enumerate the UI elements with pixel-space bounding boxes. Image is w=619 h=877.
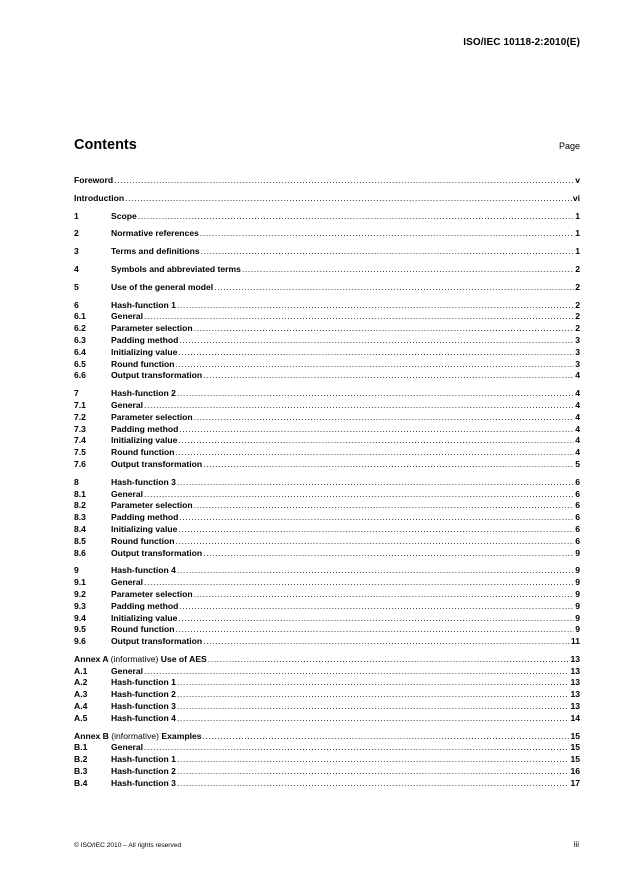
dot-leader bbox=[194, 412, 575, 422]
toc-entry-number: 8.5 bbox=[74, 535, 86, 546]
toc-entry-page: 15 bbox=[570, 742, 580, 753]
toc-entry-page: 4 bbox=[575, 411, 580, 422]
toc-entry-title: Output transformation bbox=[111, 636, 203, 647]
toc-entry-number: 7.4 bbox=[74, 435, 86, 446]
dot-leader bbox=[177, 300, 574, 310]
toc-entry-page: 1 bbox=[575, 246, 580, 257]
toc-entry[interactable] bbox=[74, 778, 580, 790]
dot-leader bbox=[194, 500, 575, 510]
toc-entry-title: General bbox=[111, 488, 144, 499]
toc-entry[interactable] bbox=[74, 447, 580, 459]
toc-entry[interactable] bbox=[74, 335, 580, 347]
dot-leader bbox=[214, 282, 574, 292]
toc-entry-title: Hash-function 3 bbox=[111, 701, 176, 712]
toc-entry-number: 7.3 bbox=[74, 423, 86, 434]
dot-leader bbox=[177, 388, 574, 398]
toc-entry-page: 2 bbox=[575, 311, 580, 322]
toc-entry-title: Parameter selection bbox=[111, 323, 193, 334]
dot-leader bbox=[144, 666, 569, 676]
dot-leader bbox=[144, 577, 574, 587]
toc-entry-number: 6.4 bbox=[74, 346, 86, 357]
toc-entry[interactable] bbox=[74, 500, 580, 512]
toc-entry[interactable] bbox=[74, 548, 580, 560]
toc-entry-page: 13 bbox=[570, 665, 580, 676]
table-of-contents bbox=[74, 175, 580, 790]
dot-leader bbox=[178, 613, 574, 623]
toc-entry-number: 1 bbox=[74, 210, 79, 221]
toc-entry-number: B.1 bbox=[74, 742, 88, 753]
toc-entry-page: 16 bbox=[570, 766, 580, 777]
toc-entry-title: Hash-function 1 bbox=[111, 299, 176, 310]
toc-entry[interactable] bbox=[74, 677, 580, 689]
dot-leader bbox=[203, 459, 574, 469]
toc-entry-number: 6.1 bbox=[74, 311, 86, 322]
toc-entry-page: 5 bbox=[575, 458, 580, 469]
toc-entry[interactable] bbox=[74, 323, 580, 335]
toc-entry-page: 14 bbox=[570, 712, 580, 723]
toc-entry-number: B.4 bbox=[74, 777, 88, 788]
toc-entry-page: 3 bbox=[575, 346, 580, 357]
toc-entry-title: Output transformation bbox=[111, 370, 203, 381]
toc-entry-title: Parameter selection bbox=[111, 411, 193, 422]
toc-entry[interactable] bbox=[74, 742, 580, 754]
toc-entry-number: 6.2 bbox=[74, 323, 86, 334]
toc-entry-number: 9.6 bbox=[74, 636, 86, 647]
toc-entry[interactable] bbox=[74, 565, 580, 577]
toc-entry[interactable] bbox=[74, 624, 580, 636]
toc-entry[interactable] bbox=[74, 424, 580, 436]
toc-entry-page: 15 bbox=[570, 730, 580, 741]
dot-leader bbox=[179, 512, 574, 522]
toc-entry-number: 8 bbox=[74, 476, 79, 487]
toc-entry-number: A.5 bbox=[74, 712, 88, 723]
toc-entry[interactable] bbox=[74, 524, 580, 536]
toc-entry-title: Padding method bbox=[111, 423, 179, 434]
toc-entry-number: 6 bbox=[74, 299, 79, 310]
toc-entry-page: 9 bbox=[575, 588, 580, 599]
dot-leader bbox=[179, 424, 574, 434]
toc-entry-page: 9 bbox=[575, 600, 580, 611]
toc-entry-page: 17 bbox=[570, 777, 580, 788]
toc-entry-number: A.2 bbox=[74, 677, 88, 688]
copyright-notice: © ISO/IEC 2010 – All rights reserved bbox=[74, 842, 182, 849]
toc-entry-title: Output transformation bbox=[111, 458, 203, 469]
toc-entry-number: 7.5 bbox=[74, 447, 86, 458]
toc-entry-number: 9.3 bbox=[74, 600, 86, 611]
dot-leader bbox=[177, 778, 570, 788]
annex-type: (informative) bbox=[110, 653, 159, 664]
toc-entry[interactable] bbox=[74, 601, 580, 613]
toc-entry-number: 8.3 bbox=[74, 512, 86, 523]
toc-entry-title: Hash-function 2 bbox=[111, 388, 176, 399]
dot-leader bbox=[178, 347, 574, 357]
annex-title: Use of AES bbox=[160, 653, 207, 664]
toc-entry-title: Foreword bbox=[74, 175, 114, 185]
toc-entry-number: 9.2 bbox=[74, 588, 86, 599]
dot-leader bbox=[177, 766, 570, 776]
contents-heading: Contents bbox=[74, 137, 137, 153]
dot-leader bbox=[203, 370, 574, 380]
toc-entry-page: 13 bbox=[570, 689, 580, 700]
toc-entry-number: 8.6 bbox=[74, 547, 86, 558]
toc-entry[interactable] bbox=[74, 193, 580, 205]
dot-leader bbox=[178, 524, 574, 534]
toc-entry-title: Symbols and abbreviated terms bbox=[111, 263, 241, 274]
toc-entry[interactable] bbox=[74, 713, 580, 725]
toc-entry[interactable] bbox=[74, 689, 580, 701]
toc-entry[interactable] bbox=[74, 211, 580, 223]
toc-entry[interactable] bbox=[74, 347, 580, 359]
toc-entry-page: 9 bbox=[575, 577, 580, 588]
toc-entry-title: Hash-function 3 bbox=[111, 476, 176, 487]
toc-entry-number: 4 bbox=[74, 263, 79, 274]
dot-leader bbox=[177, 754, 570, 764]
toc-entry[interactable] bbox=[74, 359, 580, 371]
dot-leader bbox=[144, 489, 574, 499]
toc-entry-title: Initializing value bbox=[111, 435, 178, 446]
toc-entry-title: Scope bbox=[111, 210, 137, 221]
toc-entry-number: 8.2 bbox=[74, 500, 86, 511]
toc-entry-page: vi bbox=[572, 192, 580, 203]
page-number: iii bbox=[573, 840, 579, 849]
toc-entry-page: 4 bbox=[575, 447, 580, 458]
toc-entry[interactable] bbox=[74, 701, 580, 713]
dot-leader bbox=[200, 228, 574, 238]
toc-entry-page: 1 bbox=[575, 210, 580, 221]
toc-entry-number: A.3 bbox=[74, 689, 88, 700]
toc-entry-page: 9 bbox=[575, 547, 580, 558]
toc-entry-page: 9 bbox=[575, 624, 580, 635]
toc-entry-title: Hash-function 1 bbox=[111, 677, 176, 688]
toc-entry-number: 8.4 bbox=[74, 523, 86, 534]
annex-title: Examples bbox=[161, 730, 202, 741]
toc-entry-page: 9 bbox=[575, 612, 580, 623]
toc-entry[interactable] bbox=[74, 311, 580, 323]
toc-entry-title: Use of the general model bbox=[111, 281, 214, 292]
toc-entry-title: Parameter selection bbox=[111, 588, 193, 599]
dot-leader bbox=[177, 713, 570, 723]
toc-entry-page: 6 bbox=[575, 500, 580, 511]
toc-entry-number: 5 bbox=[74, 281, 79, 292]
toc-entry-page: 13 bbox=[570, 677, 580, 688]
toc-entry-number: A.4 bbox=[74, 701, 88, 712]
toc-entry-title: Hash-function 4 bbox=[111, 712, 176, 723]
dot-leader bbox=[194, 589, 575, 599]
toc-entry-title: Initializing value bbox=[111, 523, 178, 534]
toc-entry[interactable] bbox=[74, 666, 580, 678]
dot-leader bbox=[177, 565, 574, 575]
dot-leader bbox=[203, 636, 570, 646]
toc-entry-title: Padding method bbox=[111, 334, 179, 345]
toc-entry-page: 4 bbox=[575, 423, 580, 434]
dot-leader bbox=[138, 211, 574, 221]
toc-entry-title: Round function bbox=[111, 358, 175, 369]
document-id-header: ISO/IEC 10118-2:2010(E) bbox=[463, 37, 580, 48]
toc-entry-title: Normative references bbox=[111, 228, 199, 239]
dot-leader bbox=[144, 400, 574, 410]
toc-entry-number: 6.5 bbox=[74, 358, 86, 369]
toc-entry[interactable] bbox=[74, 536, 580, 548]
toc-entry[interactable] bbox=[74, 754, 580, 766]
toc-entry[interactable] bbox=[74, 766, 580, 778]
dot-leader bbox=[175, 536, 574, 546]
dot-leader bbox=[203, 731, 570, 741]
toc-entry[interactable] bbox=[74, 246, 580, 258]
toc-entry-page: 4 bbox=[575, 388, 580, 399]
dot-leader bbox=[179, 335, 574, 345]
dot-leader bbox=[144, 742, 569, 752]
toc-entry-page: 9 bbox=[575, 565, 580, 576]
toc-entry-title: Padding method bbox=[111, 512, 179, 523]
toc-entry-title: General bbox=[111, 577, 144, 588]
toc-entry-title: Initializing value bbox=[111, 346, 178, 357]
toc-entry[interactable] bbox=[74, 636, 580, 648]
toc-entry-page: 13 bbox=[570, 653, 580, 664]
toc-entry-title: Hash-function 2 bbox=[111, 689, 176, 700]
dot-leader bbox=[242, 264, 574, 274]
toc-entry-number: 7.2 bbox=[74, 411, 86, 422]
dot-leader bbox=[175, 447, 574, 457]
toc-entry[interactable] bbox=[74, 264, 580, 276]
toc-entry-number: 6.3 bbox=[74, 334, 86, 345]
toc-entry-title: Hash-function 4 bbox=[111, 565, 176, 576]
toc-entry[interactable] bbox=[74, 512, 580, 524]
toc-entry-page: 2 bbox=[575, 263, 580, 274]
toc-entry-page: 3 bbox=[575, 358, 580, 369]
dot-leader bbox=[125, 193, 572, 203]
toc-entry-title: Round function bbox=[111, 535, 175, 546]
toc-entry[interactable] bbox=[74, 228, 580, 240]
toc-entry-title: Hash-function 2 bbox=[111, 766, 176, 777]
toc-entry-page: 2 bbox=[575, 323, 580, 334]
dot-leader bbox=[177, 701, 570, 711]
toc-entry-page: v bbox=[575, 175, 580, 185]
dot-leader bbox=[114, 175, 574, 185]
dot-leader bbox=[177, 477, 574, 487]
toc-entry-page: 4 bbox=[575, 399, 580, 410]
toc-entry-title: Padding method bbox=[111, 600, 179, 611]
dot-leader bbox=[177, 677, 570, 687]
page-column-label: Page bbox=[558, 141, 580, 151]
annex-label: Annex A bbox=[74, 653, 109, 664]
toc-entry[interactable] bbox=[74, 300, 580, 312]
dot-leader bbox=[175, 359, 574, 369]
toc-entry-number: 6.6 bbox=[74, 370, 86, 381]
toc-entry[interactable] bbox=[74, 400, 580, 412]
toc-entry[interactable] bbox=[74, 731, 580, 743]
dot-leader bbox=[177, 689, 570, 699]
toc-entry-number: 9.4 bbox=[74, 612, 86, 623]
toc-entry[interactable] bbox=[74, 412, 580, 424]
dot-leader bbox=[179, 601, 574, 611]
toc-entry-page: 2 bbox=[575, 299, 580, 310]
dot-leader bbox=[194, 323, 575, 333]
toc-entry-title: Round function bbox=[111, 624, 175, 635]
toc-entry-page: 6 bbox=[575, 535, 580, 546]
dot-leader bbox=[178, 435, 574, 445]
toc-entry[interactable] bbox=[74, 435, 580, 447]
toc-entry[interactable] bbox=[74, 477, 580, 489]
toc-entry-number: 9.1 bbox=[74, 577, 86, 588]
toc-entry-page: 6 bbox=[575, 488, 580, 499]
toc-entry-title bbox=[74, 654, 207, 664]
toc-entry[interactable] bbox=[74, 370, 580, 382]
toc-entry-page: 2 bbox=[575, 281, 580, 292]
toc-entry-number: 9.5 bbox=[74, 624, 86, 635]
dot-leader bbox=[208, 654, 570, 664]
toc-entry-number: B.3 bbox=[74, 766, 88, 777]
toc-entry-number: 9 bbox=[74, 565, 79, 576]
toc-entry-page: 13 bbox=[570, 701, 580, 712]
toc-entry[interactable] bbox=[74, 577, 580, 589]
toc-entry-title: Initializing value bbox=[111, 612, 178, 623]
annex-label: Annex B bbox=[74, 730, 109, 741]
toc-entry[interactable] bbox=[74, 388, 580, 400]
annex-type: (informative) bbox=[111, 730, 160, 741]
toc-entry-number: 7 bbox=[74, 388, 79, 399]
toc-entry-number: A.1 bbox=[74, 665, 88, 676]
dot-leader bbox=[144, 311, 574, 321]
toc-entry-page: 4 bbox=[575, 370, 580, 381]
toc-entry[interactable] bbox=[74, 589, 580, 601]
toc-entry-number: 7.6 bbox=[74, 458, 86, 469]
toc-entry[interactable] bbox=[74, 654, 580, 666]
dot-leader bbox=[175, 624, 574, 634]
dot-leader bbox=[203, 548, 574, 558]
toc-entry-title: Hash-function 3 bbox=[111, 777, 176, 788]
toc-entry-number: 8.1 bbox=[74, 488, 86, 499]
toc-entry-title: Terms and definitions bbox=[111, 246, 200, 257]
toc-entry-page: 11 bbox=[570, 636, 580, 647]
toc-entry-title bbox=[74, 731, 202, 741]
toc-entry-number: B.2 bbox=[74, 754, 88, 765]
toc-entry-number: 2 bbox=[74, 228, 79, 239]
toc-entry-page: 6 bbox=[575, 476, 580, 487]
toc-entry[interactable] bbox=[74, 282, 580, 294]
toc-entry-number: 7.1 bbox=[74, 399, 86, 410]
toc-entry-title: General bbox=[111, 399, 144, 410]
toc-entry-page: 6 bbox=[575, 512, 580, 523]
toc-entry-title: General bbox=[111, 665, 144, 676]
toc-entry-title: Output transformation bbox=[111, 547, 203, 558]
toc-entry-title: Round function bbox=[111, 447, 175, 458]
toc-entry-page: 6 bbox=[575, 523, 580, 534]
toc-entry[interactable] bbox=[74, 175, 580, 187]
dot-leader bbox=[201, 246, 575, 256]
toc-entry[interactable] bbox=[74, 613, 580, 625]
toc-entry-title: Hash-function 1 bbox=[111, 754, 176, 765]
toc-entry-title: Parameter selection bbox=[111, 500, 193, 511]
toc-entry-page: 4 bbox=[575, 435, 580, 446]
toc-entry-title: General bbox=[111, 311, 144, 322]
toc-entry-title: General bbox=[111, 742, 144, 753]
toc-entry-page: 3 bbox=[575, 334, 580, 345]
toc-entry-page: 15 bbox=[570, 754, 580, 765]
toc-entry[interactable] bbox=[74, 489, 580, 501]
toc-entry-page: 1 bbox=[575, 228, 580, 239]
toc-entry-number: 3 bbox=[74, 246, 79, 257]
toc-entry-title: Introduction bbox=[74, 192, 125, 203]
toc-entry[interactable] bbox=[74, 459, 580, 471]
